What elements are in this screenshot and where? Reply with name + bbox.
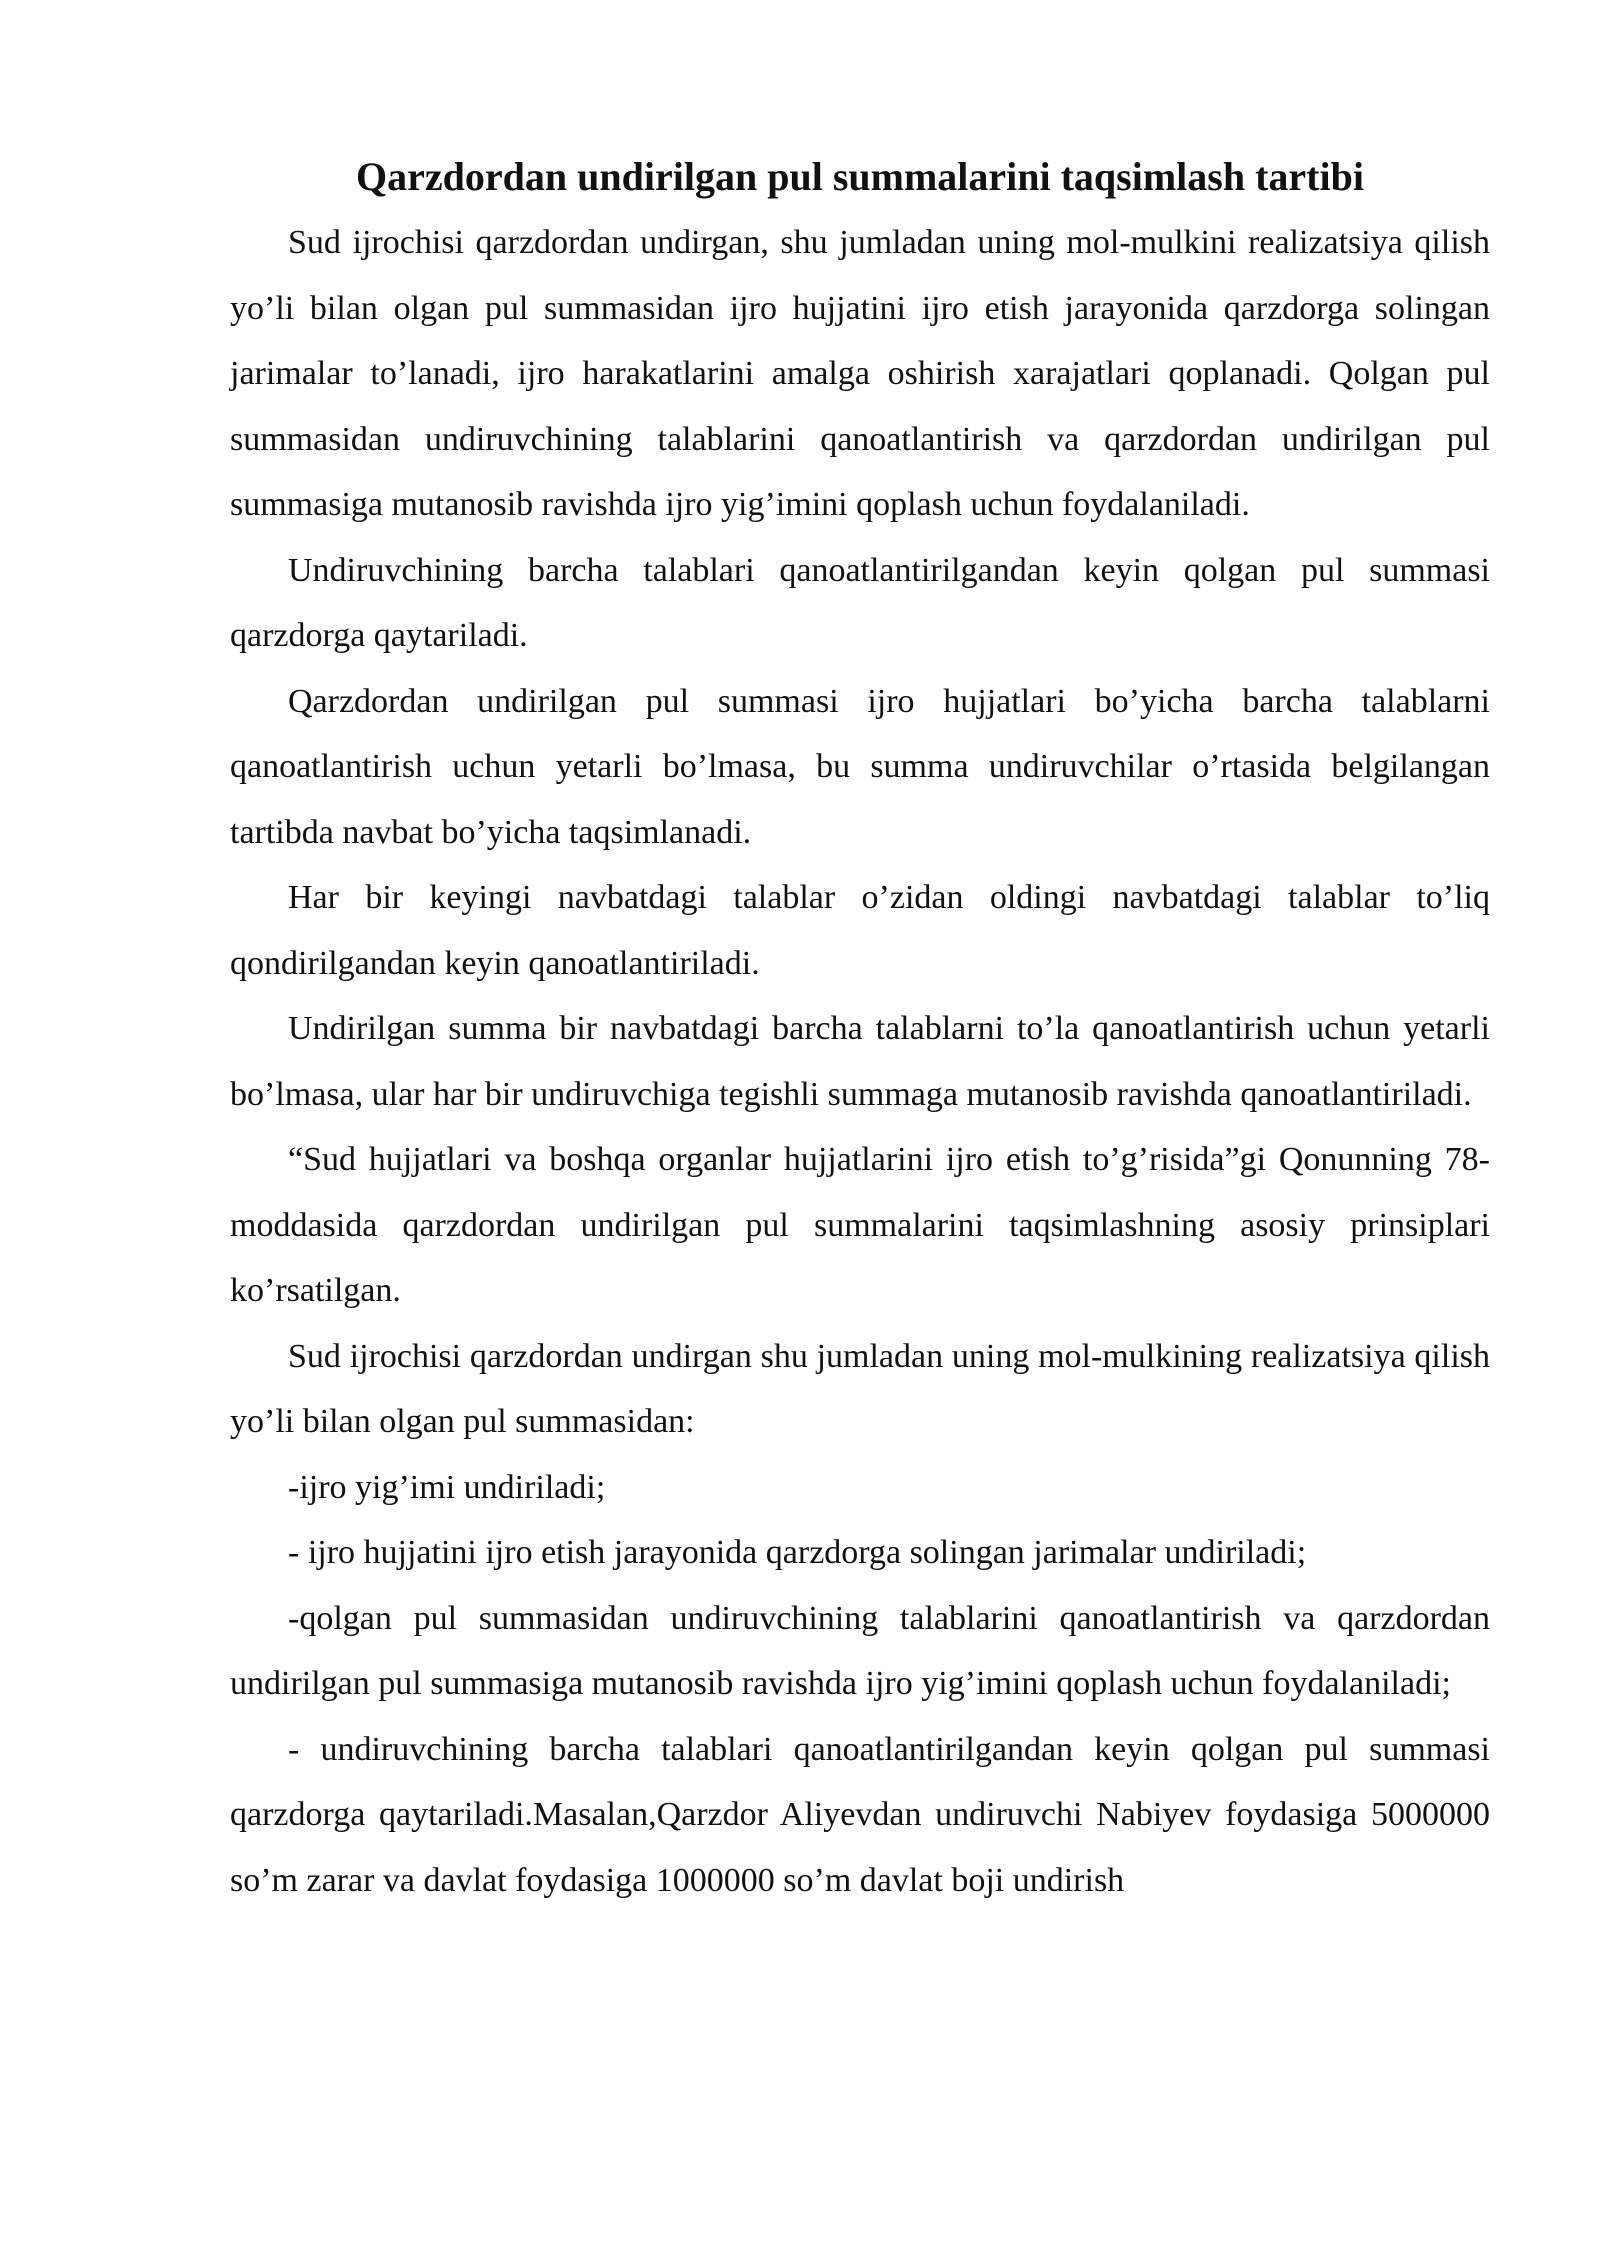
list-item: - ijro hujjatini ijro etish jarayonida qarzdorga solingan jarimalar undiriladi; xyxy=(288,1534,1307,1571)
list-item: -qolgan pul summasidan undiruvchining talablarini qanoatlantirish va qarzdordan undirilgan pul summasiga mutanosib ravishda ijro yig’imini qoplash uchun foydalaniladi; xyxy=(230,1599,1490,1702)
list-item: - undiruvchining barcha talablari qanoatlantirilgandan keyin qolgan pul summasi qarzdorga qaytariladi.Masalan,Qarzdor Aliyevdan undiruvchi Nabiyev foydasiga 5000000 so’m zarar va davlat foydasiga 1000000 so’m davlat boji undirish xyxy=(230,1730,1490,1899)
paragraph: Undirilgan summa bir navbatdagi barcha talablarni to’la qanoatlantirish uchun yetarli bo’lmasa, ular har bir undiruvchiga tegishli summaga mutanosib ravishda qanoatlantiriladi. xyxy=(230,1010,1490,1113)
paragraph: “Sud hujjatlari va boshqa organlar hujjatlarini ijro etish to’g’risida”gi Qonunning 78-moddasida qarzdordan undirilgan pul summalarini taqsimlashning asosiy prinsiplari ko’rsatilgan. xyxy=(230,1141,1490,1309)
paragraph: Sud ijrochisi qarzdordan undirgan, shu jumladan uning mol-mulkini realizatsiya qilish yo’li bilan olgan pul summasidan ijro hujjatini ijro etish jarayonida qarzdorga solingan jarimalar to’lanadi, ijro harakatlarini amalga oshirish xarajatlari qoplanadi. Qolgan pul summasidan undiruvchining talablarini qanoatlantirish va qarzdordan undirilgan pul summasiga mutanosib ravishda ijro yig’imini qoplash uchun foydalaniladi. xyxy=(230,224,1490,523)
document-page xyxy=(230,150,1490,1913)
paragraph: Har bir keyingi navbatdagi talablar o’zidan oldingi navbatdagi talablar to’liq qondirilgandan keyin qanoatlantiriladi. xyxy=(230,879,1490,982)
paragraph: Sud ijrochisi qarzdordan undirgan shu jumladan uning mol-mulkining realizatsiya qilish yo’li bilan olgan pul summasidan: xyxy=(230,1337,1490,1440)
document-title: Qarzdordan undirilgan pul summalarini taqsimlash tartibi xyxy=(356,154,1364,199)
paragraph: Qarzdordan undirilgan pul summasi ijro hujjatlari bo’yicha barcha talablarni qanoatlantirish uchun yetarli bo’lmasa, bu summa undiruvchilar o’rtasida belgilangan tartibda navbat bo’yicha taqsimlanadi. xyxy=(230,682,1490,851)
paragraph: Undiruvchining barcha talablari qanoatlantirilgandan keyin qolgan pul summasi qarzdorga qaytariladi. xyxy=(230,551,1490,654)
list-item: -ijro yig’imi undiriladi; xyxy=(288,1468,606,1506)
